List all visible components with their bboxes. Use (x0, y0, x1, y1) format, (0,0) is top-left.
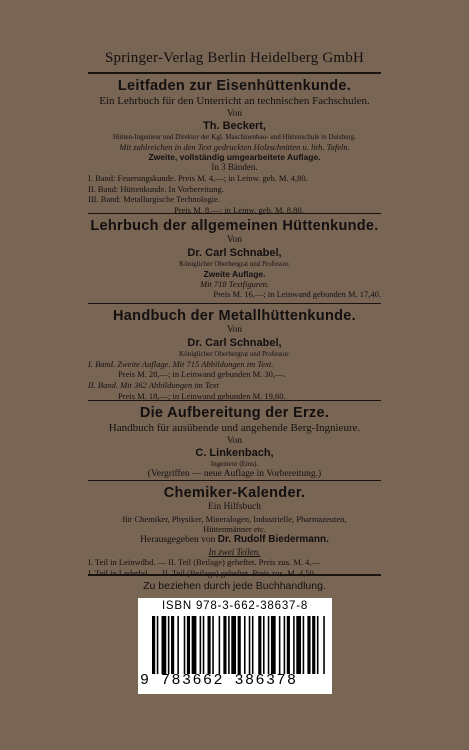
ad-title: Chemiker-Kalender. (163, 485, 306, 501)
ad-chemiker-kalender (88, 485, 381, 579)
ad-row: I. Band: Feuerungskunde. Preis M. 4,—; in Leinw. geb. M. 4,80. (88, 173, 308, 184)
top-rule (88, 72, 381, 74)
ad-description: für Chemiker, Physiker, Mineralogen, Industrielle, Pharmazeuten, Hüttenmänner etc. (122, 513, 347, 534)
ad-leitfaden (88, 78, 381, 216)
ad-row: Preis M. 18,—; in Leinwand gebunden M. 19,60. (118, 390, 286, 401)
ad-author: C. Linkenbach, (195, 446, 274, 459)
ad-author: Th. Beckert, (203, 119, 266, 132)
barcode-bar (207, 616, 210, 674)
ad-price: Preis M. 16,—; in Leinwand gebunden M. 17,40. (213, 289, 381, 300)
ad-illustrations: Mit zahlreichen in den Text gedruckten Holzschnitten u. lith. Tafeln. (119, 141, 350, 152)
ad-illustrations: Mit 718 Textfiguren. (199, 278, 270, 289)
barcode-bar (296, 616, 301, 674)
barcode (152, 616, 328, 674)
ad-edition: Zweite Auflage. (203, 268, 266, 279)
barcode-bar (312, 616, 315, 674)
footer-note: Zu beziehen durch jede Buchhandlung. (143, 580, 326, 592)
ad-title: Die Aufbereitung der Erze. (139, 405, 330, 421)
barcode-bar (203, 616, 205, 674)
ad-editor-line (88, 534, 381, 546)
ad-subtitle: Ein Hilfsbuch (207, 502, 262, 513)
ad-row: II. Band: Hüttenkunde. In Vorbereitung. (88, 183, 224, 194)
divider (88, 480, 381, 481)
barcode-bar (263, 616, 265, 674)
barcode-bar (187, 616, 190, 674)
barcode-bar (192, 616, 197, 674)
ad-von: Von (226, 108, 243, 119)
barcode-bar (317, 616, 319, 674)
barcode-bar (307, 616, 310, 674)
ad-handbuch-metall (88, 308, 381, 401)
ad-volumes: In 3 Bänden. (211, 162, 258, 173)
barcode-bar (157, 616, 159, 674)
ad-row: Preis M. 8,—; in Leinw. geb. M. 8,80. (174, 204, 304, 215)
barcode-bar (184, 616, 186, 674)
barcode-bar (323, 616, 325, 674)
barcode-bar (258, 616, 261, 674)
divider (88, 303, 381, 304)
barcode-bar (177, 616, 179, 674)
ad-author: Dr. Carl Schnabel, (187, 246, 282, 259)
ad-subtitle: Handbuch für ausübende und angehende Berg-Ingnieure. (108, 422, 361, 435)
barcode-bar (171, 616, 174, 674)
ad-aufbereitung (88, 405, 381, 480)
ad-row: I. Teil in Lederbd. — II. Teil (Beilage) geheftet. Preis zus. M. 4,50. (88, 567, 316, 578)
barcode-bar (152, 616, 155, 674)
barcode-bar (219, 616, 221, 674)
barcode-bar (212, 616, 214, 674)
isbn-box (138, 598, 332, 694)
ad-von: Von (226, 235, 243, 246)
ad-lehrbuch (88, 218, 381, 300)
barcode-bar (228, 616, 230, 674)
ad-row: I. Band. Zweite Auflage. Mit 715 Abbildungen im Text. (88, 358, 274, 369)
ad-note: (Vergriffen — neue Auflage in Vorbereitung.) (147, 468, 322, 479)
ad-author-desc: Königlicher Oberbergrat und Professor. (179, 349, 290, 358)
ad-von: Von (226, 435, 243, 446)
ad-title: Leitfaden zur Eisenhüttenkunde. (117, 78, 352, 94)
ad-row: II. Band. Mit 362 Abbildungen im Text (88, 379, 219, 390)
ad-von: Von (226, 325, 243, 336)
barcode-bar (303, 616, 305, 674)
ad-author: Dr. Carl Schnabel, (187, 336, 282, 349)
ad-author-desc: Königlicher Oberbergrat und Professor. (179, 259, 290, 268)
barcode-bar (284, 616, 286, 674)
barcode-bar (223, 616, 226, 674)
ad-parts: In zwei Teilen. (208, 546, 261, 557)
ad-editor: Dr. Rudolf Biedermann. (217, 534, 329, 546)
ad-subtitle: Ein Lehrbuch für den Unterricht an technischen Fachschulen. (99, 95, 370, 108)
barcode-bar (271, 616, 276, 674)
ad-title: Lehrbuch der allgemeinen Hüttenkunde. (90, 218, 379, 234)
ad-author-desc: Hütten-Ingenieur und Direktor der Kgl. Maschinenbau- und Hüttenschule in Duisburg. (112, 133, 357, 142)
bottom-rule (88, 574, 381, 576)
ad-row: I. Teil in Leinwdbd. — II. Teil (Beilage) geheftet. Preis zus. M. 4,— (88, 557, 320, 568)
barcode-bar (268, 616, 270, 674)
divider (88, 400, 381, 401)
isbn-text: ISBN 978-3-662-38637-8 (161, 600, 309, 612)
barcode-bar (252, 616, 254, 674)
barcode-bar (162, 616, 167, 674)
barcode-bar (168, 616, 170, 674)
barcode-bar (238, 616, 241, 674)
barcode-bar (293, 616, 295, 674)
ad-row: Preis M. 28,—; in Leinwand gebunden M. 30,—. (118, 369, 286, 380)
barcode-bar (231, 616, 236, 674)
barcode-bar (244, 616, 246, 674)
ad-editor-prefix: Herausgegeben von (140, 535, 216, 546)
ad-edition: Zweite, vollständig umgearbeitete Auflage. (148, 152, 321, 163)
barcode-bar (249, 616, 251, 674)
ad-author-desc: Ingenieur (Ems). (210, 460, 259, 469)
ad-title: Handbuch der Metallhüttenkunde. (113, 308, 356, 324)
barcode-bar (287, 616, 290, 674)
barcode-bar (279, 616, 281, 674)
barcode-bar (200, 616, 202, 674)
divider (88, 213, 381, 214)
ad-row: III. Band: Metallurgische Technologie. (88, 194, 220, 205)
publisher-line: Springer-Verlag Berlin Heidelberg GmbH (104, 50, 365, 66)
barcode-digits: 9 783662 386378 (140, 672, 298, 689)
